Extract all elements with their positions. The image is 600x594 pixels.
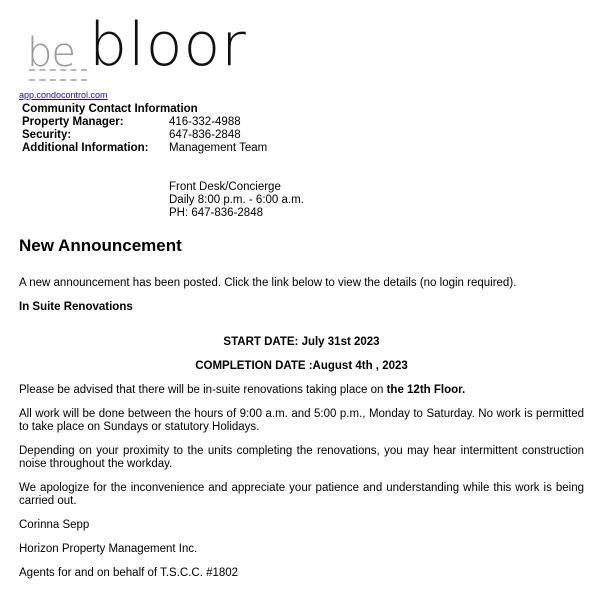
announcement-intro: A new announcement has been posted. Click the link below to view the details (no login required). bbox=[19, 277, 517, 289]
apology-paragraph: We apologize for the inconvenience and appreciate your patience and understanding while this work is being carried out. bbox=[19, 482, 584, 507]
announcement-subject: In Suite Renovations bbox=[19, 301, 133, 313]
front-desk-info bbox=[169, 181, 304, 220]
contact-row-security bbox=[22, 129, 267, 142]
logo-dashes bbox=[29, 69, 87, 81]
logo-be-text: be bbox=[27, 30, 75, 76]
contact-label: Additional Information: bbox=[22, 142, 149, 154]
front-desk-hours: Daily 8:00 p.m. - 6:00 a.m. bbox=[169, 194, 304, 206]
contact-label: Security: bbox=[22, 129, 72, 141]
contact-value: 416-332-4988 bbox=[169, 116, 241, 128]
floor-notice-bold: the 12th Floor. bbox=[386, 384, 466, 396]
company-name: Horizon Property Management Inc. bbox=[19, 543, 198, 555]
front-desk-phone: PH: 647-836-2848 bbox=[169, 207, 263, 219]
noise-paragraph: Depending on your proximity to the units completing the renovations, you may hear intermittent construction noise throughout the workday. bbox=[19, 445, 584, 470]
work-hours-paragraph: All work will be done between the hours of 9:00 a.m. and 5:00 p.m., Monday to Saturday. No work is permitted to take place on Sundays or statutory Holidays. bbox=[19, 408, 584, 433]
floor-notice-text: Please be advised that there will be in-suite renovations taking place on bbox=[19, 384, 387, 396]
contact-row-additional bbox=[22, 142, 267, 155]
condocontrol-link[interactable]: app.condocontrol.com bbox=[19, 90, 108, 100]
start-date: START DATE: July 31st 2023 bbox=[223, 336, 380, 348]
contact-value: Management Team bbox=[169, 142, 268, 154]
contact-row-property-manager bbox=[22, 116, 267, 129]
announcement-body bbox=[19, 277, 584, 591]
completion-date: COMPLETION DATE :August 4th , 2023 bbox=[195, 360, 408, 372]
floor-notice bbox=[19, 384, 584, 397]
logo-bloor-text: bloor bbox=[89, 10, 247, 80]
contact-info bbox=[22, 103, 267, 155]
front-desk-line: Front Desk/Concierge bbox=[169, 181, 281, 193]
signature-name: Corinna Sepp bbox=[19, 519, 90, 531]
contact-heading: Community Contact Information bbox=[22, 103, 198, 115]
contact-value: 647-836-2848 bbox=[169, 129, 241, 141]
announcement-title: New Announcement bbox=[19, 236, 182, 255]
agents-line: Agents for and on behalf of T.S.C.C. #1802 bbox=[19, 567, 239, 579]
contact-label: Property Manager: bbox=[22, 116, 124, 128]
